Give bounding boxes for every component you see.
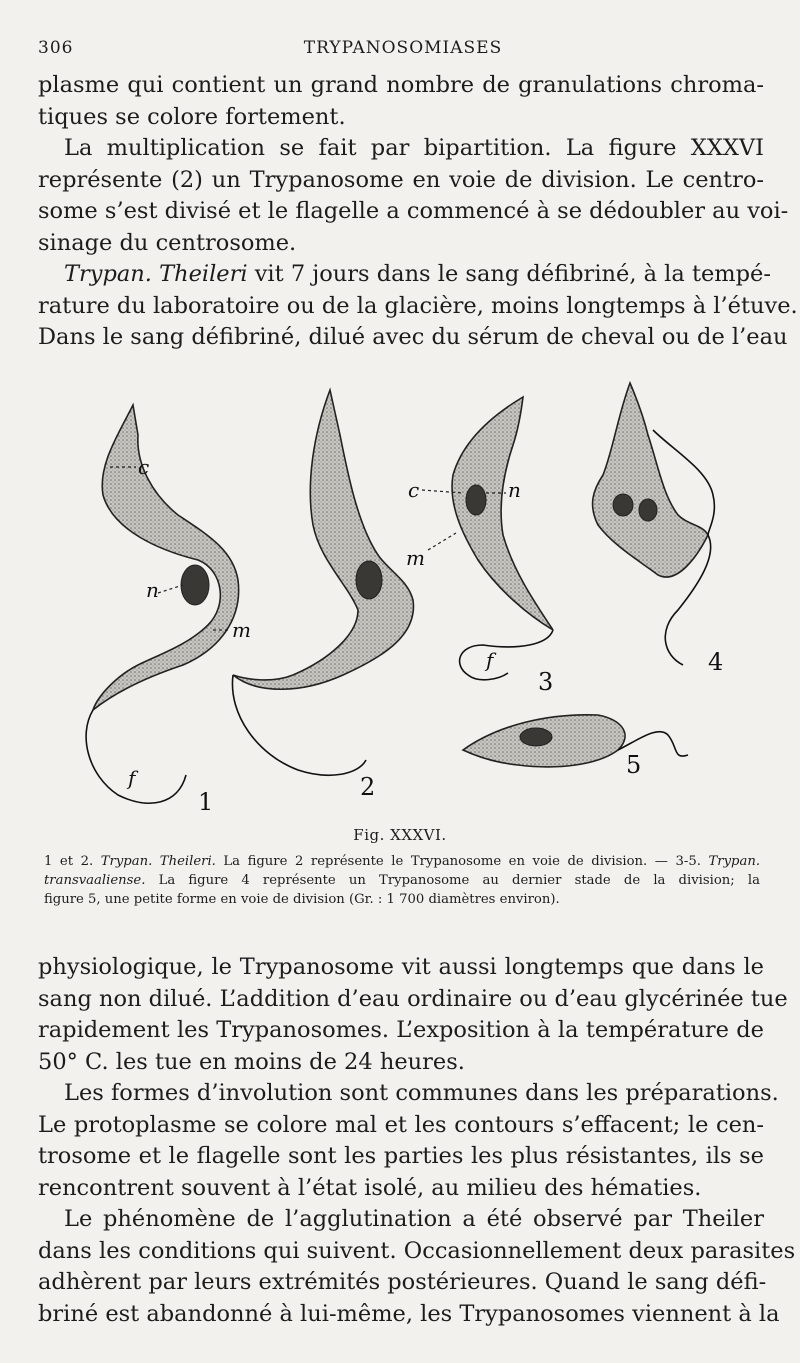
caption-species: Trypan. Theileri. (100, 854, 216, 869)
text-line: Dans le sang défibriné, dilué avec du sérum de cheval ou de l’eau (38, 324, 788, 350)
label-4: 4 (708, 648, 724, 676)
running-title: TRYPANOSOMIASES (303, 38, 503, 58)
text-line: some s’est divisé et le flagelle a commencé à se dédoubler au voi- (38, 198, 789, 224)
trypanosome-1 (93, 405, 239, 710)
paragraph-5 (38, 1078, 779, 1204)
label-5: 5 (626, 751, 642, 779)
paragraph-3 (38, 259, 798, 354)
nucleus-4a (613, 494, 633, 516)
text-line: Le phénomène de l’agglutination a été observé par Theiler (64, 1206, 764, 1232)
figure-title: Fig. XXXVI. (353, 826, 447, 844)
nucleus-1 (181, 565, 209, 605)
trypanosome-3 (452, 397, 553, 630)
text-line: 50° C. les tue en moins de 24 heures. (38, 1048, 465, 1075)
caption-segment: La figure 2 représente le Trypanosome en voie de division. — 3-5. (215, 854, 709, 869)
label-c-1: c (138, 455, 150, 479)
label-2: 2 (360, 773, 376, 801)
label-3: 3 (538, 668, 554, 696)
text-line: tiques se colore fortement. (38, 103, 346, 130)
species-name: Trypan. Theileri (64, 261, 248, 287)
label-m-3: m (406, 546, 425, 570)
text-line: dans les conditions qui suivent. Occasionnellement deux parasites (38, 1237, 796, 1264)
figure-xxxvi (58, 375, 758, 825)
label-c-3: c (408, 478, 420, 502)
text-line: plasme qui contient un grand nombre de granulations chroma- (38, 72, 764, 98)
paragraph-4 (38, 952, 788, 1078)
label-f-3: f (486, 648, 494, 672)
text-line: adhèrent par leurs extrémités postérieures. Quand le sang défi- (38, 1269, 767, 1295)
caption-species: transvaaliense. (44, 873, 146, 888)
text-line: briné est abandonné à lui-même, les Trypanosomes viennent à la (38, 1300, 780, 1327)
text-line: représente (2) un Trypanosome en voie de division. Le centro- (38, 166, 764, 193)
label-f-1: f (128, 766, 136, 790)
caption-line: figure 5, une petite forme en voie de division (Gr. : 1 700 diamètres environ). (44, 892, 560, 907)
caption-line (44, 871, 760, 890)
caption-line (44, 852, 760, 871)
nucleus-2 (356, 561, 382, 599)
text-line: physiologique, le Trypanosome vit aussi longtemps que dans le (38, 954, 764, 980)
paragraph-1 (38, 70, 764, 133)
text-line: Les formes d’involution sont communes dans les préparations. (64, 1080, 779, 1106)
nucleus-4b (639, 499, 657, 521)
caption-segment: 1 et 2. (44, 854, 101, 869)
text-segment: vit 7 jours dans le sang défibriné, à la tempé- (247, 261, 771, 287)
running-head (38, 38, 768, 62)
nucleus-3 (466, 485, 486, 515)
trypanosome-4 (593, 383, 708, 577)
text-line: rature du laboratoire ou de la glacière, moins longtemps à l’étuve. (38, 292, 798, 319)
text-line: rapidement les Trypanosomes. L’exposition à la température de (38, 1017, 764, 1043)
text-line: La multiplication se fait par bipartition. La figure XXXVI (64, 135, 764, 161)
trypanosome-illustration (58, 375, 758, 825)
nucleus-5 (520, 728, 552, 746)
text-line: sang non dilué. L’addition d’eau ordinaire ou d’eau glycérinée tue (38, 985, 788, 1012)
label-m-1: m (232, 618, 251, 642)
trypanosome-2 (233, 390, 413, 689)
paragraph-2 (38, 133, 789, 259)
label-1: 1 (198, 788, 214, 816)
text-line: sinage du centrosome. (38, 229, 297, 256)
text-line (38, 259, 771, 291)
caption-species: Trypan. (708, 854, 761, 869)
text-line: rencontrent souvent à l’état isolé, au milieu des hématies. (38, 1174, 702, 1201)
label-n-1: n (146, 578, 159, 602)
label-n-3: n (508, 478, 521, 502)
text-line: Le protoplasme se colore mal et les contours s’effacent; le cen- (38, 1111, 764, 1138)
figure-caption (44, 852, 760, 909)
page-number: 306 (38, 38, 74, 58)
paragraph-6 (38, 1204, 796, 1330)
caption-segment: La figure 4 représente un Trypanosome au dernier stade de la division; la (145, 873, 760, 888)
text-line: trosome et le flagelle sont les parties les plus résistantes, ils se (38, 1143, 764, 1169)
